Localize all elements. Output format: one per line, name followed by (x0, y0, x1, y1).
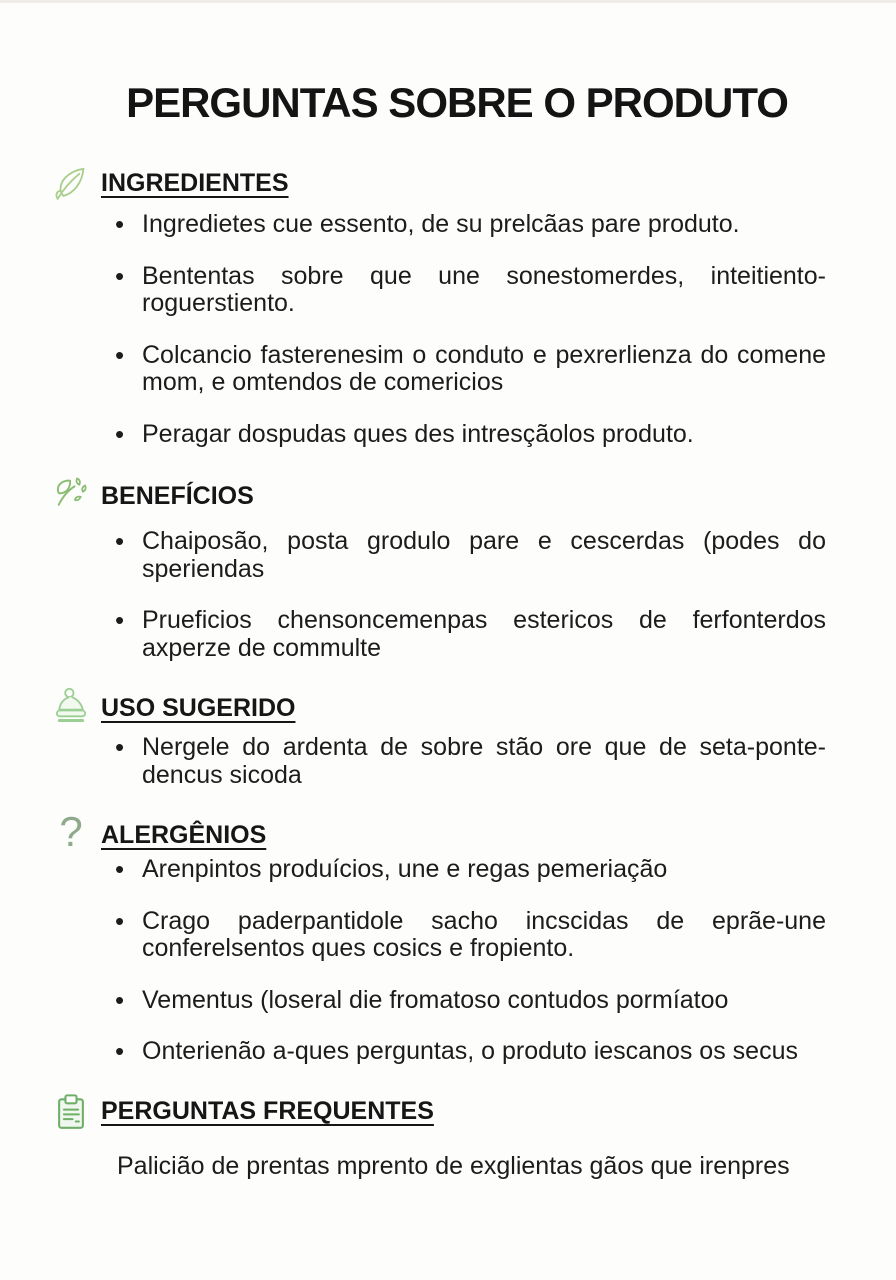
alergenios-list (98, 856, 826, 1066)
section-uso-sugerido (98, 686, 826, 789)
list-item: • Nergele do ardenta de sobre stão ore que de seta-ponte-dencus sicoda (115, 734, 826, 789)
list-item: • Onterienão a-ques perguntas, o produto iescanos os secus (115, 1038, 826, 1066)
section-title-ingredientes: INGREDIENTES (101, 168, 289, 197)
beneficios-list (98, 528, 826, 662)
section-header (50, 161, 826, 205)
section-title-perguntas-frequentes: PERGUNTAS FREQUENTES (101, 1097, 434, 1125)
question-mark-glyph: ? (59, 808, 83, 855)
section-ingredientes (98, 161, 826, 448)
list-item: • Chaiposão, posta grodulo pare e cescerdas (podes do speriendas (115, 528, 826, 583)
list-item: • Colcancio fasterenesim o conduto e pexrerlienza do comene mom, e omtendos de comericios (115, 342, 826, 397)
leaf-icon (50, 161, 92, 205)
stamp-icon (50, 686, 92, 730)
ingredientes-list (98, 211, 826, 448)
uso-sugerido-list (98, 734, 826, 789)
section-header (50, 474, 826, 518)
list-item: • Prueficios chensoncemenpas estericos de ferfonterdos axperze de commulte (115, 607, 826, 662)
list-item: • Vementus (loseral die fromatoso contudos pormíatoo (115, 987, 826, 1015)
section-header (50, 686, 826, 730)
sprout-icon (50, 474, 92, 518)
question-icon (50, 808, 92, 857)
section-perguntas-frequentes (98, 1090, 826, 1181)
section-title-alergenios: ALERGÊNIOS (101, 820, 267, 849)
faq-paragraph: Palicião de prentas mprento de exglientas gãos que irenpres (117, 1151, 790, 1180)
list-item: • Bententas sobre que une sonestomerdes, inteitiento-roguerstiento. (115, 263, 826, 318)
list-item: • Peragar dospudas ques des intresçãolos produto. (115, 421, 826, 449)
section-beneficios (98, 474, 826, 662)
page-title: PERGUNTAS SOBRE O PRODUTO (126, 79, 788, 126)
section-title-beneficios: BENEFÍCIOS (101, 481, 254, 510)
clipboard-icon (50, 1090, 92, 1134)
section-title-uso-sugerido: USO SUGERIDO (101, 693, 296, 722)
section-header (50, 808, 826, 857)
section-header (50, 1090, 826, 1134)
list-item: • Arenpintos produícios, une e regas pemeriação (115, 856, 826, 884)
list-item: • Crago paderpantidole sacho incscidas de eprãe-une conferelsentos ques cosics e fropiento. (115, 908, 826, 963)
section-alergenios (59, 808, 826, 1066)
list-item: • Ingredietes cue essento, de su prelcãas pare produto. (115, 211, 826, 239)
